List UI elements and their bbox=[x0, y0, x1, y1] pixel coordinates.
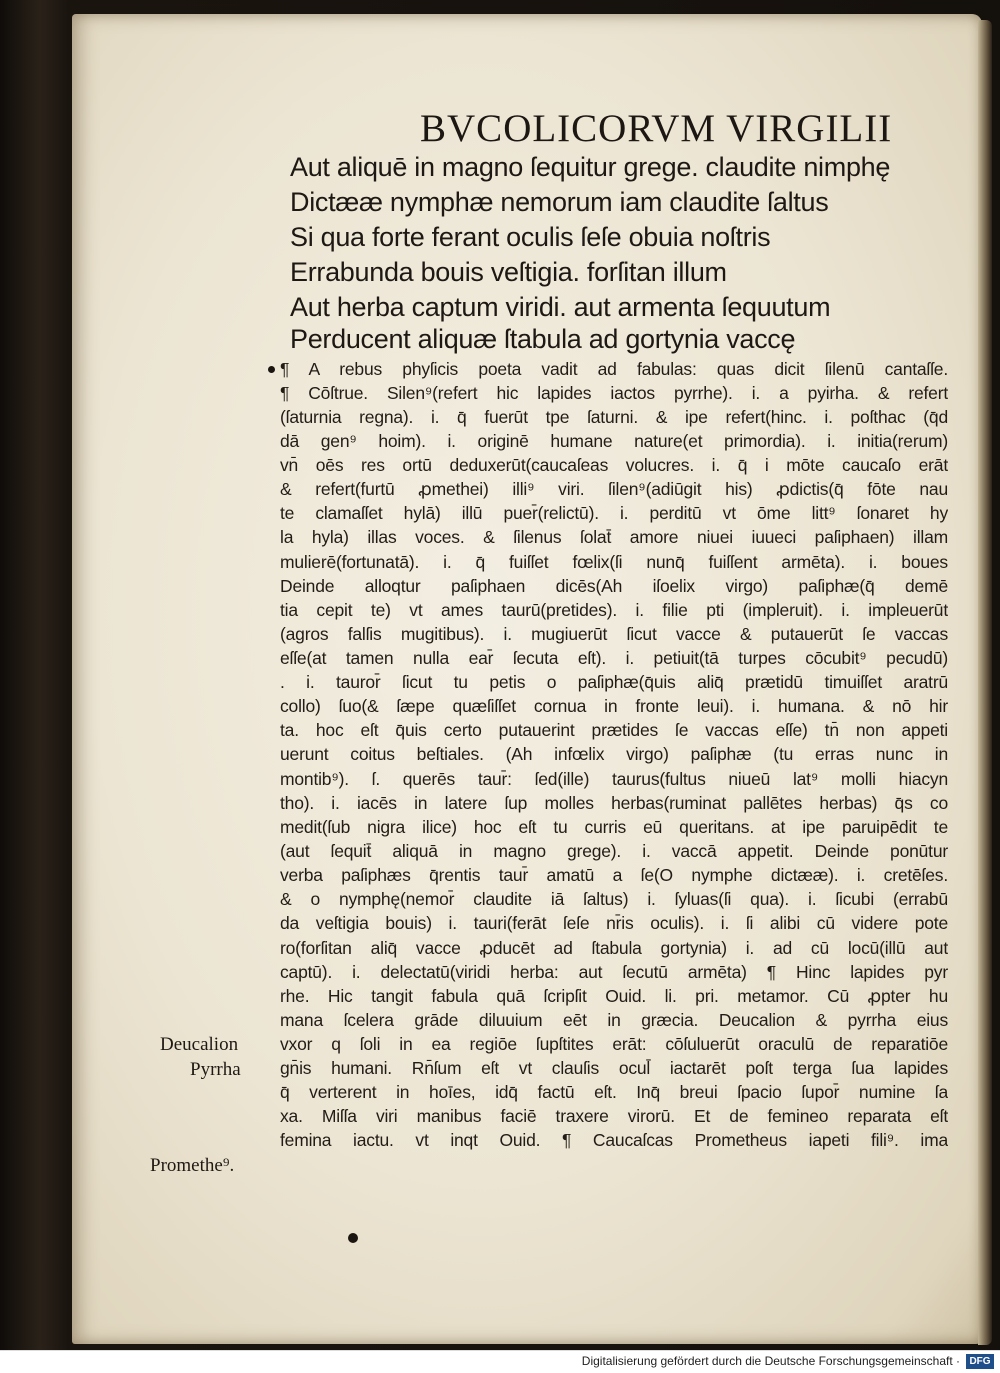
commentary-line: rhe. Hic tangit fabula quā ſcripſit Ouid. li. pri. metamor. Cū ꝓpter hu bbox=[280, 986, 948, 1006]
commentary-line: ¶ A rebus phyſicis poeta vadit ad fabulas: quas dicit ſilenū cantaſſe. bbox=[280, 359, 948, 379]
verse-line: Errabunda bouis veſtigia. forſitan illum bbox=[290, 257, 727, 287]
dfg-logo-icon: DFG bbox=[966, 1354, 994, 1369]
commentary-line: ro(forſitan aliq̄ vacce ꝓducēt ad ſtabula gortynia) i. ad cū locū(illū aut bbox=[280, 938, 948, 958]
commentary-line: la hyla) illas voces. & ſilenus ſolat̄ amore niuei iuueci paſiphaen) illam bbox=[280, 527, 948, 547]
commentary-line: q̄ verterent in hoīes, idq̄ factū eſt. Inq̄ breui ſpacio ſupor̄ numine ſa bbox=[280, 1082, 948, 1102]
commentary-line: eſſe(at tamen nulla ear̄ ſecuta eſt). i. petiuit(tā turpes cōcubit⁹ pecudū) bbox=[280, 648, 948, 668]
commentary-line: verba paſiphæs q̄rentis taur̄ amatū a ſe(O nymphe dictææ). i. cretēſes. bbox=[280, 865, 948, 885]
commentary-line: uerunt coitus beſtiales. (Ah infœlix virgo) paſiphæ (tu erras nunc in bbox=[280, 744, 948, 764]
commentary-line: & refert(furtū ꝓmethei) illi⁹ viri. ſilen⁹(adiūgit his) ꝓdictis(q̄ fōte nau bbox=[280, 479, 948, 499]
verse-line: Aut aliquē in magno ſequitur grege. claudite nimphę bbox=[290, 152, 891, 182]
verse-line: Aut herba captum viridi. aut armenta ſequutum bbox=[290, 292, 831, 322]
commentary-line: Deinde alloqtur paſiphaen dicēs(Ah iſoelix virgo) paſiphæ(q̄ demē bbox=[280, 576, 948, 596]
commentary-line: medit(ſub nigra ilice) hoc eſt tu curris eū queritans. at ipe paruipēdit te bbox=[280, 817, 948, 837]
bullet-mark bbox=[268, 366, 275, 373]
commentary-line: xa. Miſſa viri manibus faciē traxere virorū. Et de femineo reparata eſt bbox=[280, 1106, 948, 1126]
commentary-line: mulierē(fortunatā). i. q̄ fuiſſet fœlix(ſi nunq̄ fuiſſent armēta). i. boues bbox=[280, 552, 948, 572]
margin-note-deucalion: Deucalion bbox=[160, 1034, 239, 1055]
footer-text: Digitalisierung gefördert durch die Deutsche Forschungsgemeinschaft · bbox=[581, 1354, 960, 1368]
commentary-line: . i. tauror̄ ſicut tu petis o paſiphæ(q̄uis aliq̄ prætidū timuiſſet aratrū bbox=[280, 672, 948, 692]
footer-bar bbox=[0, 1350, 1000, 1373]
commentary-line: & o nymphę(nemor̄ claudite iā ſaltus) i. ſyluas(ſi qua). i. ſicubi (errabū bbox=[280, 889, 948, 909]
verse-line: Perducent aliquæ ſtabula ad gortynia vaccę bbox=[290, 324, 796, 354]
page-dot-mark bbox=[348, 1233, 358, 1243]
commentary-line: captū). i. delectatū(viridi herba: aut ſecutū armēta) ¶ Hinc lapides pyr bbox=[280, 962, 948, 982]
commentary-line: montib⁹). ſ. querēs taur̄: ſed(ille) taurus(fultus niueū lat⁹ molli hiacyn bbox=[280, 769, 948, 789]
commentary-line: (ſaturnia regna). i. q̄ fuerūt tpe ſaturni. & ipe refert(hinc. i. poſthac (q̄d bbox=[280, 407, 948, 427]
commentary-line: da veſtigia bouis) i. tauri(ferāt ſeſe nr̄is oculis). i. ſi alibi cū videre pote bbox=[280, 913, 948, 933]
commentary-line: (agros falſis mugitibus). i. mugiuerūt ſicut vacce & putauerūt ſe vaccas bbox=[280, 624, 948, 644]
commentary-line: mana ſcelera grāde diluuium eēt in græcia. Deucalion & pyrrha eius bbox=[280, 1010, 948, 1030]
commentary-line: gn̄is humani. Rn̄ſum eſt vt clauſis ocul̄ iactarēt poſt terga ſua lapides bbox=[280, 1058, 948, 1078]
commentary-line: vxor q ſoli in ea regiōe ſupſtites erāt: cōſuluerūt oraculū de reparatiōe bbox=[280, 1034, 948, 1054]
verse-line: Dictææ nymphæ nemorum iam claudite ſaltus bbox=[290, 187, 829, 217]
commentary-line: (aut ſequit̄ aliquā in magno grege). i. vaccā appetit. Deinde ponūtur bbox=[280, 841, 948, 861]
commentary-line: ¶ Cōſtrue. Silen⁹(refert hic lapides iactos pyrrhe). i. a pyirha. & refert bbox=[280, 383, 948, 403]
commentary-line: te clamaſſet hylā) illū puer̄(relictū). i. perditū vt ōme litt⁹ ſonaret hy bbox=[280, 503, 948, 523]
page-edge bbox=[978, 20, 992, 1345]
running-head: BVCOLICORVM VIRGILII bbox=[420, 107, 893, 150]
commentary-line: collo) ſuo(& ſæpe quæſiſſet cornua in fronte leui). i. humana. & nō hir bbox=[280, 696, 948, 716]
commentary-line: vn̄ oēs res ortū deduxerūt(caucaſeas volucres. i. q̄ i mōte caucaſo erāt bbox=[280, 455, 948, 475]
commentary-line: ta. hoc eſt q̄uis certo putauerint prætides ſe vaccas eſſe) tn̄ non appeti bbox=[280, 720, 948, 740]
commentary-line: tho). i. iacēs in latere ſup molles herbas(ruminat pallētes herbas) q̄s co bbox=[280, 793, 948, 813]
margin-note-pyrrha: Pyrrha bbox=[190, 1059, 241, 1080]
verse-line: Si qua forte ferant oculis ſeſe obuia noſtris bbox=[290, 222, 771, 252]
commentary-line: femina iactu. vt inqt Ouid. ¶ Caucaſcas Prometheus iapeti fili⁹. ima bbox=[280, 1130, 948, 1150]
margin-note-prometheus: Promethe⁹. bbox=[150, 1155, 235, 1176]
commentary-line: tia cepit te) vt ames taurū(pretides). i. filie pti (impleruit). i. impleuerūt bbox=[280, 600, 948, 620]
commentary-line: dā gen⁹ hoim). i. originē humane nature(et primordia). i. initia(rerum) bbox=[280, 431, 948, 451]
